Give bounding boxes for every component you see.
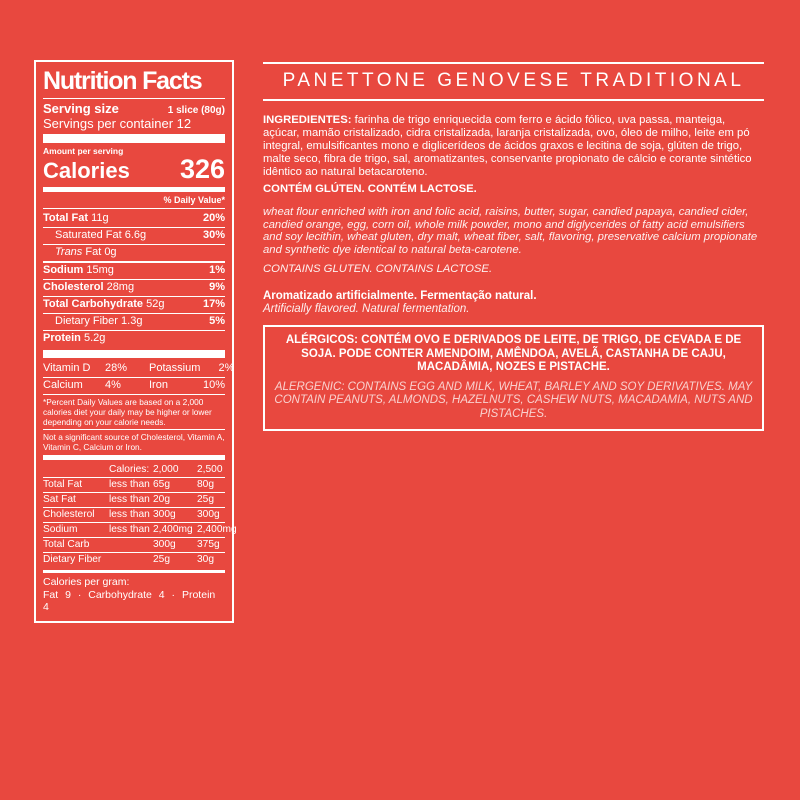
nutrient-name: Protein 5.2g bbox=[43, 332, 106, 344]
vitamin-value: 2% bbox=[218, 362, 235, 374]
ingredients-pt-label: INGREDIENTES: bbox=[263, 114, 352, 126]
nutrient-name: Dietary Fiber 1.3g bbox=[55, 315, 143, 327]
ref-2000: 25g bbox=[153, 553, 170, 565]
ref-qualifier: less than bbox=[109, 523, 150, 535]
nutrient-daily-value: 20% bbox=[202, 212, 225, 224]
ref-2000: 2,000 bbox=[153, 463, 179, 475]
ref-2000: 300g bbox=[153, 538, 176, 550]
ref-2000: 20g bbox=[153, 493, 170, 505]
thick-divider bbox=[43, 350, 225, 358]
product-title: PANETTONE GENOVESE TRADITIONAL bbox=[263, 62, 764, 101]
reference-table-row bbox=[43, 523, 237, 538]
nutrient-row bbox=[43, 227, 225, 244]
nutrient-row bbox=[43, 279, 225, 296]
calories-per-gram-values: Fat 9 · Carbohydrate 4 · Protein 4 bbox=[43, 588, 216, 613]
vitamin-label: Vitamin D bbox=[43, 362, 91, 374]
nutrient-label: Sodium bbox=[43, 264, 84, 276]
daily-value-header: % Daily Value* bbox=[163, 195, 225, 205]
nutrient-row bbox=[43, 261, 225, 279]
allergen-statement-en: ALERGENIC: CONTAINS EGG AND MILK, WHEAT, BARLEY AND SOY DERIVATIVES. MAY CONTAIN PEANUTS, ALMONDS, HAZELNUTS, CASHEW NUTS, MACADAMIA, NUTS AND PISTACHES. bbox=[274, 380, 753, 420]
thick-divider bbox=[43, 455, 225, 460]
ref-qualifier: less than bbox=[109, 493, 150, 505]
footnote-not-significant: Not a significant source of Cholesterol, Vitamin A, Vitamin C, Calcium or Iron. bbox=[43, 432, 225, 452]
reference-table-header bbox=[43, 463, 225, 478]
nutrient-rows bbox=[43, 211, 225, 347]
vitamin-value: 28% bbox=[105, 362, 128, 374]
serving-size-row bbox=[43, 101, 225, 116]
thin-divider bbox=[43, 208, 225, 209]
ref-2500: 30g bbox=[197, 553, 214, 565]
ref-label: Cholesterol bbox=[43, 508, 95, 520]
nutrient-daily-value: 5% bbox=[209, 315, 225, 327]
vitamin-label: Potassium bbox=[149, 362, 201, 374]
ingredients-en-text: wheat flour enriched with iron and folic acid, raisins, butter, sugar, candied papaya, candied cider, candied orange, egg, corn oil, whole milk powder, mono and diglycerides of fatty acid emulsifiers and soy lecithin, wheat gluten, dry malt, wheat fiber, salt, flavoring, preservative calcium propionate and synthetic dye identical to natural beta-carotene. bbox=[263, 206, 758, 256]
thin-divider bbox=[43, 429, 225, 430]
ref-2500: 25g bbox=[197, 493, 214, 505]
ref-label: Dietary Fiber bbox=[43, 553, 102, 565]
nutrient-name: Sodium 15mg bbox=[43, 264, 114, 276]
calories-value: 326 bbox=[179, 154, 225, 184]
nutrient-daily-value: 9% bbox=[209, 281, 225, 293]
nutrient-label: Dietary Fiber bbox=[55, 315, 118, 327]
amount-per-serving-label: Amount per serving bbox=[43, 146, 124, 156]
medium-divider bbox=[43, 187, 225, 192]
nutrient-label: Cholesterol bbox=[43, 281, 104, 293]
vitamin-label: Iron bbox=[149, 379, 168, 391]
ref-2500: 80g bbox=[197, 478, 214, 490]
nutrient-label: Total Fat bbox=[43, 212, 89, 224]
nutrient-row bbox=[43, 211, 225, 227]
vitamin-value: 4% bbox=[105, 379, 121, 391]
nutrient-row bbox=[43, 330, 225, 347]
ref-qualifier bbox=[109, 539, 153, 551]
nutrient-daily-value: 17% bbox=[202, 298, 225, 310]
nutrient-row bbox=[43, 313, 225, 330]
nutrient-name: Trans Fat 0g bbox=[55, 246, 117, 258]
reference-table-row bbox=[43, 538, 225, 553]
allergen-statement-pt: ALÉRGICOS: CONTÉM OVO E DERIVADOS DE LEITE, DE TRIGO, DE CEVADA E DE SOJA. PODE CONTER AMENDOIM, AMÊNDOA, AVELÃ, CASTANHA DE CAJU, MACADÂMIA, NOZES E PISTACHE. bbox=[285, 334, 742, 373]
allergen-box bbox=[263, 325, 764, 431]
ingredients-pt-paragraph bbox=[263, 114, 764, 179]
calories-row bbox=[43, 156, 225, 184]
calories-per-gram-label: Calories per gram: bbox=[43, 576, 130, 588]
ref-2000: 2,400mg bbox=[153, 523, 193, 535]
serving-size-value: 1 slice (80g) bbox=[167, 105, 225, 116]
reference-table bbox=[43, 463, 237, 567]
vitamin-row bbox=[43, 378, 225, 395]
ref-2500: 300g bbox=[197, 508, 220, 520]
contains-statement-en: CONTAINS GLUTEN. CONTAINS LACTOSE. bbox=[263, 263, 493, 275]
ref-2500: 2,500 bbox=[197, 463, 223, 475]
nutrient-label: Trans bbox=[55, 246, 83, 258]
nutrient-row bbox=[43, 296, 225, 313]
serving-size-label: Serving size bbox=[43, 101, 119, 116]
ref-2500: 2,400mg bbox=[197, 523, 237, 535]
nutrient-name: Total Carbohydrate 52g bbox=[43, 298, 165, 310]
nutrient-daily-value: 1% bbox=[209, 264, 225, 276]
calories-label: Calories bbox=[43, 158, 130, 183]
product-info-panel bbox=[263, 62, 764, 431]
flavoring-statement-pt: Aromatizado artificialmente. Fermentação natural. bbox=[263, 290, 537, 302]
ref-qualifier bbox=[109, 554, 153, 566]
nutrient-row bbox=[43, 244, 225, 261]
medium-divider bbox=[43, 570, 225, 573]
ref-qualifier: less than bbox=[109, 508, 150, 520]
reference-table-row bbox=[43, 553, 225, 567]
vitamin-value: 10% bbox=[202, 379, 225, 391]
reference-table-row bbox=[43, 493, 225, 508]
nutrient-label: Saturated Fat bbox=[55, 229, 122, 241]
nutrient-name: Total Fat 11g bbox=[43, 212, 109, 224]
vitamin-row bbox=[43, 361, 235, 378]
ref-qualifier: less than bbox=[109, 478, 150, 490]
ref-label bbox=[43, 464, 109, 476]
thick-divider bbox=[43, 134, 225, 143]
ref-qualifier: Calories: bbox=[109, 463, 150, 475]
ingredients-pt-text: farinha de trigo enriquecida com ferro e ácido fólico, uva passa, manteiga, açúcar, mamão cristalizado, cidra cristalizada, laranja cristalizada, ovo, óleo de milho, leite em pó integral, emulsificantes mono e diglicerídeos de ácidos graxos e lecitina de soja, glúten de trigo, malte seco, fibra de trigo, sal, aromatizantes, conservante propionato de cálcio e corante sintético idêntico ao natural betacaroteno. bbox=[263, 114, 752, 178]
nutrition-facts-panel bbox=[34, 60, 237, 623]
nutrient-name: Cholesterol 28mg bbox=[43, 281, 135, 293]
vitamin-label: Calcium bbox=[43, 379, 83, 391]
nutrition-facts-title: Nutrition Facts bbox=[43, 67, 202, 95]
footnote-daily-values: *Percent Daily Values are based on a 2,000 calories diet your daily may be higher or lower depending on your calorie needs. bbox=[43, 397, 212, 427]
ref-label: Total Carb bbox=[43, 538, 90, 550]
ref-label: Sat Fat bbox=[43, 493, 76, 505]
ref-label: Total Fat bbox=[43, 478, 83, 490]
flavoring-statement-en: Artificially flavored. Natural fermentation. bbox=[263, 303, 470, 315]
reference-table-row bbox=[43, 508, 225, 523]
nutrient-name: Saturated Fat 6.6g bbox=[55, 229, 147, 241]
vitamin-rows bbox=[43, 361, 235, 395]
ref-2000: 65g bbox=[153, 478, 170, 490]
servings-per-container: Servings per container 12 bbox=[43, 116, 192, 131]
ref-2000: 300g bbox=[153, 508, 176, 520]
ref-label: Sodium bbox=[43, 523, 78, 535]
contains-statement-pt: CONTÉM GLÚTEN. CONTÉM LACTOSE. bbox=[263, 183, 477, 195]
nutrient-label: Protein bbox=[43, 332, 81, 344]
nutrient-daily-value: 30% bbox=[202, 229, 225, 241]
nutrient-label: Total Carbohydrate bbox=[43, 298, 144, 310]
thin-divider bbox=[43, 98, 225, 99]
ref-2500: 375g bbox=[197, 538, 220, 550]
reference-table-row bbox=[43, 478, 225, 493]
